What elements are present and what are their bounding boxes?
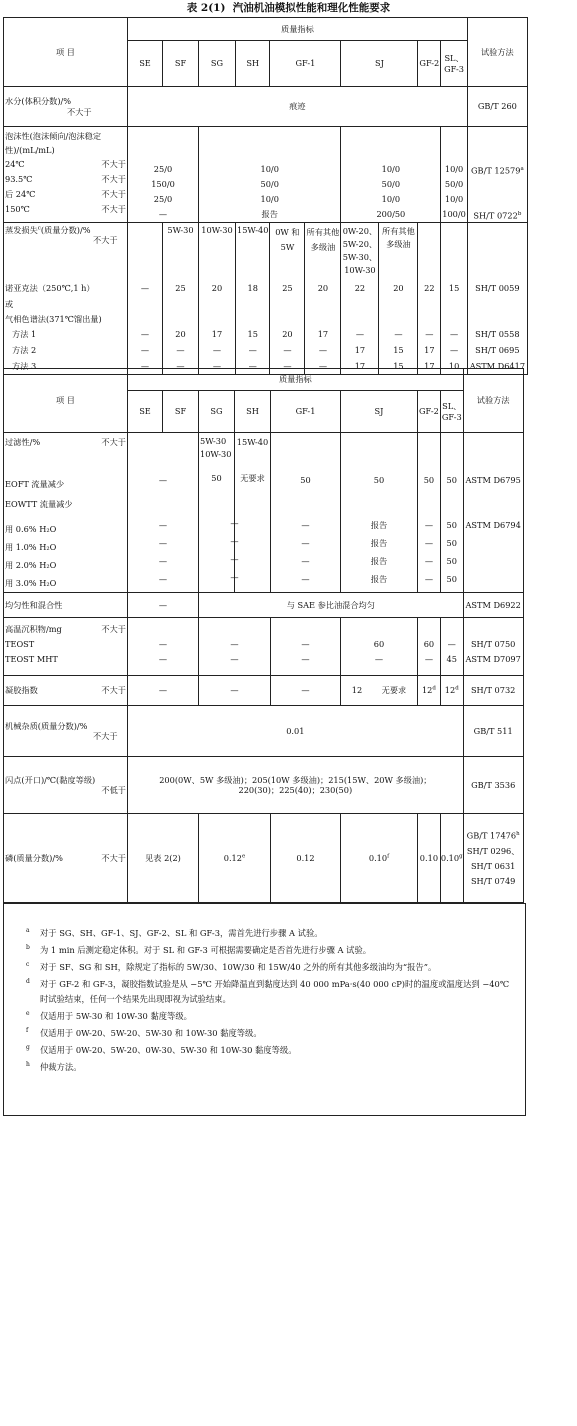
homog-label: 均匀性和混合性	[4, 593, 128, 618]
phos-sg-sh: 0.12	[223, 852, 242, 863]
foam-sl-gf3: 100/0	[442, 209, 466, 219]
deposit-value: —	[447, 639, 456, 649]
foam-sg-gf1: 报告	[261, 209, 278, 219]
foam-temp: 93.5℃	[5, 174, 33, 184]
flash-method: GB/T 3536	[463, 757, 523, 814]
gel-gf1: —	[271, 676, 341, 706]
h2o-label: 用 0.6% H₂O	[5, 524, 57, 534]
col-header-sf: SF	[163, 391, 199, 433]
h2o-sj: 报告	[370, 520, 388, 530]
footnote-ref: c	[37, 225, 41, 232]
gel-sj: 12	[351, 685, 363, 696]
gc-value: 20	[163, 327, 199, 343]
gc-method-label: 方法 3	[4, 359, 128, 375]
water-method: GB/T 260	[467, 87, 527, 127]
eoft-method: ASTM D6795	[465, 475, 521, 485]
footnote-text: 对于 SG、SH、GF-1、SJ、GF-2、SL 和 GF-3，需首先进行步骤 A 试验。	[40, 928, 323, 938]
col-header-sl-gf3: SL、GF-3	[440, 391, 463, 433]
footnote-text: 对于 GF-2 和 GF-3，凝胶指数试验是从 −5℃ 开始降温直到黏度达到 40 000 mPa·s(40 000 cP)时的温度或温度达到 −40℃时试验结束，任何一个结果先出现即视为试验结束。	[40, 979, 510, 1004]
h2o-gf1: —	[301, 520, 310, 530]
col-header-sh: SH	[235, 391, 271, 433]
noack-gf2: 22	[418, 281, 441, 297]
deposit-nmt: 不大于	[101, 624, 126, 634]
table-title: 表 2(1) 汽油机油模拟性能和理化性能要求	[186, 2, 391, 14]
eoft-gf2: 50	[423, 475, 435, 485]
gel-se-sf: —	[128, 676, 199, 706]
gc-value: —	[199, 343, 236, 359]
footnote-mark: d	[26, 978, 30, 985]
evap-sub: 0W 和 5W	[270, 223, 305, 281]
footnote-text: 为 1 min 后测定稳定体积。对于 SL 和 GF-3 可根据需要确定是否首先进行步骤 A 试验。	[40, 945, 372, 955]
h2o-sg-sh: —	[230, 536, 239, 546]
h2o-gf1: —	[301, 556, 310, 566]
gc-value: —	[163, 343, 199, 359]
footnote-mark: e	[26, 1010, 30, 1017]
spec-table-part-1	[3, 17, 528, 375]
gel-sl: 12	[444, 685, 456, 696]
gc-value: —	[128, 359, 163, 375]
eoft-sj: 50	[373, 475, 385, 485]
footnote-mark: g	[26, 1044, 30, 1051]
foam-sg-gf1: 10/0	[260, 164, 279, 174]
footnote-text: 仲裁方法。	[40, 1062, 82, 1072]
water-label: 水分(体积分数)/%	[5, 96, 72, 107]
foam-sj-gf2: 50/0	[381, 179, 401, 189]
evap-sub: 所有其他多级油	[379, 223, 418, 281]
evap-label: 蒸发损失	[5, 225, 38, 235]
phos-gf1: 0.12	[271, 814, 341, 903]
foam-sg-gf1: 10/0	[260, 194, 279, 204]
col-header-method: 试验方法	[463, 369, 523, 433]
gc-value: 15	[379, 359, 418, 375]
homog-value: 与 SAE 参比油混合均匀	[199, 593, 464, 618]
deposit-value: —	[230, 639, 239, 649]
h2o-gf2: —	[424, 520, 434, 530]
gc-value: 17	[305, 327, 341, 343]
col-header-quality: 质量指标	[128, 369, 464, 391]
filter-nmt: 不大于	[101, 437, 126, 447]
col-header-sg: SG	[199, 391, 235, 433]
evap-sub: 10W-30	[199, 223, 236, 281]
gc-value: —	[128, 343, 163, 359]
phos-se-sf: 见表 2(2)	[128, 814, 199, 903]
impurity-value: 0.01	[128, 706, 464, 757]
footnote-ref: f	[387, 853, 390, 860]
noack-sja: 22	[341, 281, 379, 297]
deposit-label: 高温沉积物/mg	[5, 624, 62, 634]
col-header-method: 试验方法	[467, 18, 527, 87]
gc-value: 15	[379, 343, 418, 359]
h2o-label: 用 2.0% H₂O	[5, 560, 57, 570]
col-header-se: SE	[128, 391, 163, 433]
foam-temp: 150℃	[5, 204, 30, 214]
col-header-sl-gf3: SL、GF-3	[441, 41, 468, 87]
evap-sub: 15W-40	[236, 223, 270, 281]
noack-sl: 15	[441, 281, 468, 297]
col-header-item: 项 目	[4, 369, 128, 433]
col-header-gf1: GF-1	[270, 41, 341, 87]
h2o-gf1: —	[301, 538, 310, 548]
h2o-gf2: —	[424, 538, 434, 548]
noack-gf1a: 25	[270, 281, 305, 297]
footnote-ref: g	[459, 853, 463, 860]
gc-method: ASTM D6417	[467, 359, 527, 375]
h2o-sj: 报告	[370, 538, 388, 548]
gel-sg-sh: —	[199, 676, 271, 706]
gel-gf2: 12	[421, 685, 433, 696]
h2o-se-sf: —	[158, 574, 168, 584]
gc-value: —	[379, 327, 418, 343]
gc-value: 17	[199, 327, 236, 343]
impurity-nmt: 不大于	[93, 731, 118, 741]
gc-label: 气相色谱法(371℃馏出量)	[4, 312, 128, 327]
foam-sj-gf2: 10/0	[381, 194, 401, 204]
or-label: 或	[4, 297, 128, 312]
noack-gf1b: 20	[305, 281, 341, 297]
col-header-sg: SG	[199, 41, 236, 87]
footnote-text: 仅适用于 0W-20、5W-20、5W-30 和 10W-30 黏度等级。	[40, 1028, 262, 1038]
col-header-quality: 质量指标	[128, 18, 468, 41]
noack-sh: 18	[236, 281, 270, 297]
gc-value: —	[199, 359, 236, 375]
gc-value: —	[305, 359, 341, 375]
deposit-row-label: TEOST MHT	[5, 654, 58, 664]
foam-se-sf: 25/0	[153, 194, 173, 204]
h2o-method: ASTM D6794	[465, 520, 521, 530]
deposit-row-label: TEOST	[5, 639, 35, 649]
foam-nmt: 不大于	[101, 204, 126, 214]
phos-method: SH/T 0296、	[466, 845, 520, 856]
noack-sjb: 20	[379, 281, 418, 297]
col-header-sj: SJ	[341, 391, 418, 433]
gc-value: 10	[441, 359, 468, 375]
flash-line: 200(0W、5W 多级油)；205(10W 多级油)；215(15W、20W 多级油)；	[159, 774, 432, 785]
filter-sg-grade: 5W-30 10W-30	[200, 436, 232, 459]
footnote-mark: h	[26, 1061, 30, 1068]
deposit-value: 60	[373, 639, 385, 649]
gc-value: —	[270, 359, 305, 375]
deposit-value: —	[230, 654, 239, 664]
h2o-gf2: —	[424, 574, 434, 584]
foam-sg-gf1: 50/0	[260, 179, 279, 189]
footnote-text: 仅适用于 5W-30 和 10W-30 黏度等级。	[40, 1011, 192, 1021]
water-value: 痕迹	[128, 87, 468, 127]
col-header-gf1: GF-1	[271, 391, 341, 433]
eowtt-label: EOWTT 流量减少	[5, 499, 73, 509]
foam-se-sf: —	[158, 209, 168, 219]
homog-se-sf: —	[128, 593, 199, 618]
deposit-value: 45	[446, 654, 457, 664]
evap-sub: 0W-20、5W-20、5W-30、10W-30	[341, 223, 379, 281]
foam-nmt: 不大于	[101, 174, 126, 184]
gc-value: —	[128, 327, 163, 343]
gel-label: 凝胶指数	[5, 685, 38, 696]
phos-sj: 0.10	[368, 852, 388, 863]
gc-value: —	[418, 327, 441, 343]
eoft-sl: 50	[446, 475, 457, 485]
evap-sub: 5W-30	[163, 223, 199, 281]
footnote-ref: e	[241, 853, 246, 860]
footnote-text: 仅适用于 0W-20、5W-20、0W-30、5W-30 和 10W-30 黏度等级。	[40, 1045, 297, 1055]
foam-method: SH/T 0722	[473, 210, 518, 221]
eoft-se-sf: —	[158, 475, 168, 485]
noack-se: —	[128, 281, 163, 297]
h2o-sj: 报告	[370, 574, 388, 584]
gc-value: —	[236, 343, 270, 359]
phos-nmt: 不大于	[101, 852, 126, 863]
gc-value: —	[305, 343, 341, 359]
evap-label: (质量分数)/%	[40, 225, 91, 235]
h2o-se-sf: —	[158, 538, 168, 548]
deposit-method: ASTM D7097	[465, 654, 521, 664]
flash-line: 220(30)；225(40)；230(50)	[238, 785, 353, 795]
footnote-mark: f	[26, 1027, 29, 1034]
col-header-item: 项 目	[4, 18, 128, 87]
h2o-gf2: —	[424, 556, 434, 566]
phos-gf2: 0.10	[418, 814, 441, 903]
filter-label: 过滤性/%	[5, 437, 41, 447]
gc-method: SH/T 0558	[467, 327, 527, 343]
foam-sl-gf3: 10/0	[444, 194, 464, 204]
noack-method: SH/T 0059	[467, 281, 527, 297]
gel-sj-other: 无要求	[381, 685, 407, 696]
gc-value: —	[236, 359, 270, 375]
homog-method: ASTM D6922	[463, 593, 523, 618]
gc-value: —	[270, 343, 305, 359]
noack-label: 诺亚克法（250℃,1 h）	[4, 281, 128, 297]
deposit-value: —	[424, 654, 434, 664]
h2o-sg-sh: —	[230, 554, 239, 564]
footnote-ref: a	[520, 166, 524, 172]
h2o-label: 用 1.0% H₂O	[5, 542, 57, 552]
water-nmt: 不大于	[67, 106, 92, 117]
col-header-sh: SH	[236, 41, 270, 87]
deposit-value: —	[301, 654, 310, 664]
foam-nmt: 不大于	[101, 159, 126, 169]
foam-temp: 后 24℃	[5, 189, 36, 199]
evap-nmt: 不大于	[93, 235, 118, 246]
col-header-se: SE	[128, 41, 163, 87]
foam-method: GB/T 12579	[471, 165, 521, 176]
evap-sub: 所有其他多级油	[305, 223, 341, 281]
gc-value: 17	[341, 359, 379, 375]
foam-sl-gf3: 50/0	[444, 179, 464, 189]
foam-se-sf: 150/0	[151, 179, 175, 189]
deposit-value: —	[158, 654, 168, 664]
noack-sg: 20	[199, 281, 236, 297]
gc-value: 17	[341, 343, 379, 359]
gc-value: 20	[270, 327, 305, 343]
h2o-sg-sh: —	[230, 518, 239, 528]
gc-method-label: 方法 2	[4, 343, 128, 359]
phos-method: SH/T 0749	[470, 875, 516, 886]
h2o-sj: 报告	[370, 556, 388, 566]
footnote-ref: h	[516, 831, 520, 838]
foam-temp: 24℃	[5, 159, 25, 169]
footnotes	[3, 903, 526, 1116]
footnote-text: 对于 SF、SG 和 SH，除规定了指标的 5W/30、10W/30 和 15W/40 之外的所有其他多级油均为“报告”。	[40, 962, 437, 972]
gc-method: SH/T 0695	[467, 343, 527, 359]
gc-value: 15	[236, 327, 270, 343]
col-header-gf2: GF-2	[418, 391, 441, 433]
foam-sj-gf2: 10/0	[381, 164, 401, 174]
spec-table-part-2	[3, 368, 524, 903]
footnote-ref: b	[517, 211, 522, 217]
foam-nmt: 不大于	[101, 189, 126, 199]
foam-sj-gf2: 200/50	[376, 209, 406, 219]
col-header-sj: SJ	[341, 41, 418, 87]
flash-nmt: 不低于	[101, 785, 126, 795]
phos-method: GB/T 17476	[466, 830, 517, 841]
deposit-value: 60	[423, 639, 435, 649]
footnote-mark: b	[26, 944, 30, 951]
footnote-ref: d	[455, 685, 459, 692]
h2o-sl: 50	[446, 538, 457, 548]
gc-value: —	[341, 327, 379, 343]
col-header-gf2: GF-2	[418, 41, 441, 87]
eoft-sh: 无要求	[240, 473, 265, 483]
deposit-method: SH/T 0750	[470, 639, 516, 649]
h2o-se-sf: —	[158, 556, 168, 566]
deposit-value: —	[374, 654, 384, 664]
impurity-label: 机械杂质(质量分数)/%	[5, 720, 88, 731]
foam-se-sf: 25/0	[153, 164, 173, 174]
gc-value: —	[441, 327, 468, 343]
footnote-mark: c	[26, 961, 30, 968]
impurity-method: GB/T 511	[463, 706, 523, 757]
gc-value: 17	[418, 343, 441, 359]
footnote-mark: a	[26, 927, 30, 934]
h2o-sg-sh: —	[230, 572, 239, 582]
eoft-label: EOFT 流量减少	[5, 479, 65, 489]
deposit-value: —	[158, 639, 168, 649]
h2o-se-sf: —	[158, 520, 168, 530]
gc-value: 17	[418, 359, 441, 375]
gel-nmt: 不大于	[101, 685, 126, 696]
eoft-sg: 50	[211, 473, 222, 483]
foam-sl-gf3: 10/0	[444, 164, 464, 174]
gc-value: —	[163, 359, 199, 375]
h2o-gf1: —	[301, 574, 310, 584]
h2o-sl: 50	[446, 520, 457, 530]
gc-value: —	[441, 343, 468, 359]
phos-method: SH/T 0631	[470, 860, 516, 871]
foam-label: 泡沫性(泡沫倾向/泡沫稳定性)/(mL/mL)	[5, 131, 102, 155]
phos-label: 磷(质量分数)/%	[5, 852, 63, 863]
gel-method: SH/T 0732	[463, 676, 523, 706]
phos-sl: 0.10	[440, 852, 460, 863]
gc-method-label: 方法 1	[4, 327, 128, 343]
h2o-sl: 50	[446, 556, 457, 566]
filter-sh-grade: 15W-40	[236, 437, 269, 447]
eoft-gf1: 50	[300, 475, 311, 485]
col-header-sf: SF	[163, 41, 199, 87]
footnote-ref: d	[432, 685, 436, 692]
noack-sf: 25	[163, 281, 199, 297]
h2o-sl: 50	[446, 574, 457, 584]
h2o-label: 用 3.0% H₂O	[5, 578, 57, 588]
flash-label: 闪点(开口)/℃(黏度等级)	[5, 774, 96, 785]
deposit-value: —	[301, 639, 310, 649]
